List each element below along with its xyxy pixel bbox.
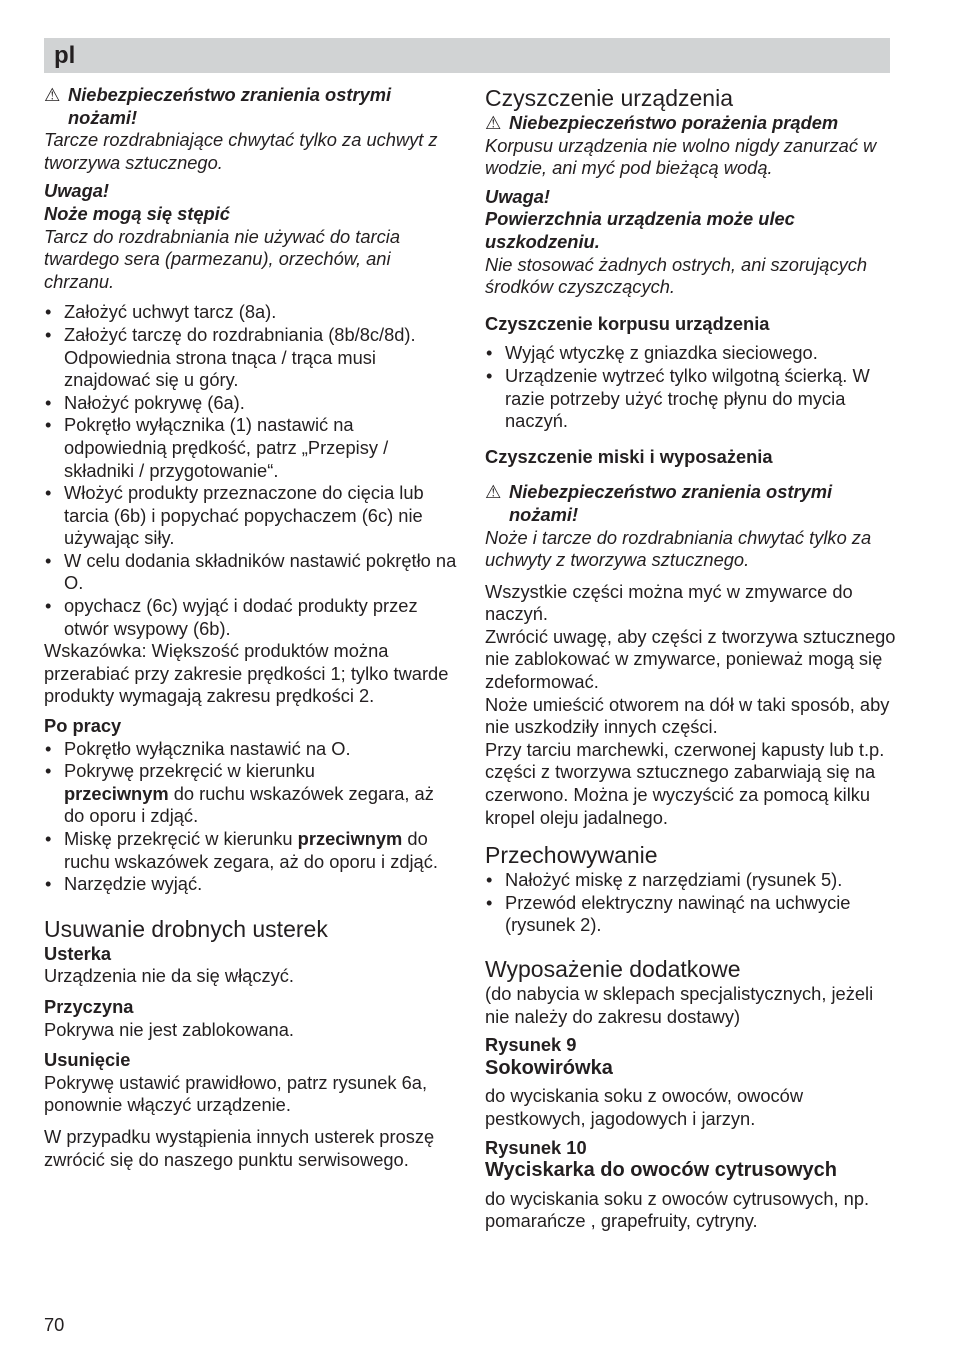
list-item: • opychacz (6c) wyjąć i dodać produkty przez otwór wsypowy (6b). — [44, 595, 459, 640]
list-item: • Urządzenie wytrzeć tylko wilgotną ścierką. W razie potrzeby użyć trochę płynu do mycia naczyń. — [485, 365, 900, 433]
list-item: • Założyć tarczę do rozdrabniania (8b/8c/8d). Odpowiednia strona tnąca / trąca musi znajdować się u góry. — [44, 324, 459, 392]
list-item: • W celu dodania składników nastawić pokrętło na O. — [44, 550, 459, 595]
warning-knives-text: Noże i tarcze do rozdrabniania chwytać tylko za uchwyty z tworzywa sztucznego. — [485, 526, 872, 571]
attention-text: Nie stosować żadnych ostrych, ani szorujących środków czyszczących. — [485, 253, 868, 298]
list-item: • Założyć uchwyt tarcz (8a). — [44, 301, 459, 324]
discoloration-note: Przy tarciu marchewki, czerwonej kapusty lub t.p. części z tworzywa sztucznego zabarwiają się na czerwono. Można je wyczyścić za pomocą kilku kropel oleju jadalnego. — [485, 738, 885, 828]
attention-text: Tarcz do rozdrabniania nie używać do tarcia twardego sera (parmezanu), orzechów, ani chrzanu. — [44, 225, 401, 292]
list-item: • Wyjąć wtyczkę z gniazdka sieciowego. — [485, 342, 900, 365]
warning-triangle-icon: ⚠ — [44, 84, 61, 105]
cause-label: Przyczyna — [44, 995, 134, 1017]
list-item: • Pokrętło wyłącznika (1) nastawić na odpowiednią prędkość, patrz „Przepisy / składniki / przygotowanie“. — [44, 414, 459, 482]
warning-knives-heading: ⚠ Niebezpieczeństwo zranienia ostrymi nożami! — [485, 481, 833, 525]
body-cleaning-list — [485, 342, 900, 432]
accessories-heading: Wyposażenie dodatkowe — [485, 956, 741, 982]
list-item: • Miskę przekręcić w kierunku przeciwnym do ruchu wskazówek zegara, aż do oporu i zdjąć. — [44, 828, 459, 873]
dishwasher-note: Zwrócić uwagę, aby części z tworzywa sztucznego nie zablokować w zmywarce, ponieważ mogą się zdeformować. — [485, 625, 896, 693]
list-item: • Nałożyć pokrywę (6a). — [44, 392, 459, 415]
knife-placement-note: Noże umieścić otworem na dół w taki sposób, aby nie uszkodziły innych części. — [485, 693, 890, 738]
warning-shock-heading: ⚠ Niebezpieczeństwo porażenia prądem — [485, 112, 839, 133]
figure-10-label: Rysunek 10 — [485, 1136, 587, 1158]
fault-text: Urządzenia nie da się włączyć. — [44, 965, 294, 987]
list-item: • Narzędzie wyjąć. — [44, 873, 459, 896]
figure-9-label: Rysunek 9 — [485, 1034, 577, 1056]
cause-text: Pokrywa nie jest zablokowana. — [44, 1018, 294, 1040]
juicer-heading: Sokowirówka — [485, 1056, 613, 1079]
warning-knives-text: Tarcze rozdrabniające chwytać tylko za uchwyt z tworzywa sztucznego. — [44, 129, 438, 173]
fault-label: Usterka — [44, 942, 112, 964]
juicer-text: do wyciskania soku z owoców, owoców pestkowych, jagodowych i jarzyn. — [485, 1085, 804, 1129]
body-cleaning-heading: Czyszczenie korpusu urządzenia — [485, 312, 770, 334]
accessories-text: (do nabycia w sklepach specjalistycznych, jeżeli nie należy do zakresu dostawy) — [485, 983, 874, 1027]
other-faults-text: W przypadku wystąpienia innych usterek proszę zwrócić się do naszego punktu serwisowego. — [44, 1125, 435, 1170]
list-item: • Przewód elektryczny nawinąć na uchwycie (rysunek 2). — [485, 892, 900, 937]
language-label: pl — [54, 42, 76, 69]
attention-heading: Uwaga! — [44, 180, 110, 202]
storage-list — [485, 869, 900, 937]
page-number: 70 — [44, 1314, 65, 1335]
warning-knives-heading: ⚠ Niebezpieczeństwo zranienia ostrymi nożami! — [44, 84, 392, 128]
troubleshooting-heading: Usuwanie drobnych usterek — [44, 915, 328, 942]
attention-subheading: Noże mogą się stępić — [44, 202, 230, 224]
assembly-steps-list — [44, 301, 459, 640]
cleaning-heading: Czyszczenie urządzenia — [485, 85, 734, 111]
warning-triangle-icon: ⚠ — [485, 112, 502, 133]
list-item: • Nałożyć miskę z narzędziami (rysunek 5). — [485, 869, 900, 892]
remedy-text: Pokrywę ustawić prawidłowo, patrz rysunek 6a, ponownie włączyć urządzenie. — [44, 1071, 428, 1116]
after-work-list — [44, 738, 459, 896]
dishwasher-text: Wszystkie części można myć w zmywarce do naczyń. — [485, 580, 853, 625]
list-item: • Włożyć produkty przeznaczone do cięcia lub tarcia (6b) i popychać popychaczem (6c) nie używając siły. — [44, 482, 459, 550]
storage-heading: Przechowywanie — [485, 842, 658, 869]
citrus-press-text: do wyciskania soku z owoców cytrusowych, np. pomarańcze , grapefruity, cytryny. — [485, 1187, 870, 1232]
attention-subheading: Powierzchnia urządzenia może ulec uszkodzeniu. — [485, 208, 795, 252]
warning-triangle-icon: ⚠ — [485, 481, 502, 503]
tip-text: Wskazówka: Większość produktów można przerabiać przy zakresie prędkości 1; tylko twarde produkty wymagają zakresu prędkości 2. — [44, 640, 449, 707]
attention-heading: Uwaga! — [485, 185, 551, 207]
citrus-press-heading: Wyciskarka do owoców cytrusowych — [485, 1159, 837, 1182]
list-item: • Pokrętło wyłącznika nastawić na O. — [44, 738, 459, 761]
bowl-cleaning-heading: Czyszczenie miski i wyposażenia — [485, 445, 773, 467]
right-column — [485, 84, 900, 1233]
remedy-label: Usunięcie — [44, 1049, 131, 1071]
left-column — [44, 84, 459, 1171]
warning-shock-text: Korpusu urządzenia nie wolno nigdy zanurzać w wodzie, ani myć pod bieżącą wodą. — [485, 134, 877, 179]
after-work-heading: Po pracy — [44, 715, 122, 737]
list-item: • Pokrywę przekręcić w kierunku przeciwnym do ruchu wskazówek zegara, aż do oporu i zdjąć. — [44, 760, 459, 828]
language-header-bar — [44, 38, 890, 73]
